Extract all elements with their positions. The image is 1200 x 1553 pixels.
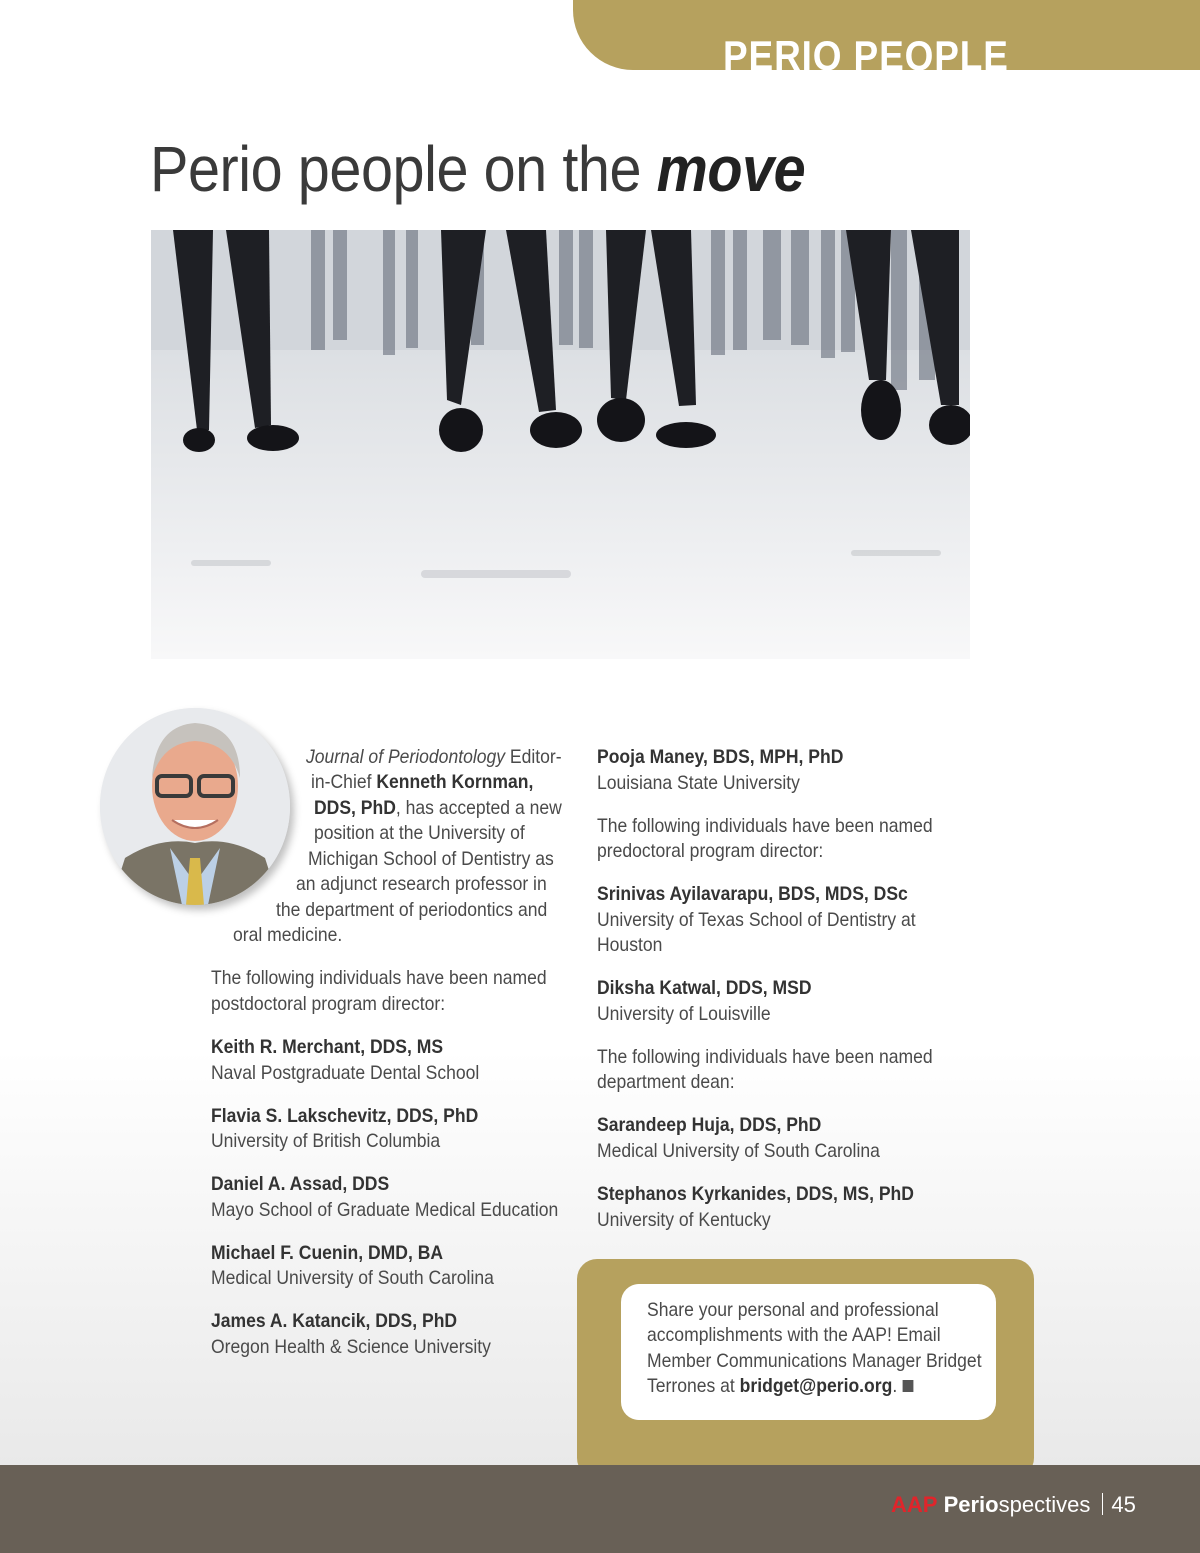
end-mark-icon — [903, 1380, 914, 1392]
person-affiliation: University of British Columbia — [211, 1130, 441, 1152]
intro-line-6: an adjunct research professor in — [296, 873, 547, 895]
person-name: Pooja Maney, BDS, MPH, PhD — [597, 746, 844, 768]
man-portrait-illustration — [100, 708, 290, 905]
person-affiliation: University of Kentucky — [597, 1209, 771, 1231]
intro-line-3: DDS, PhD, has accepted a new — [314, 797, 562, 819]
footer-divider — [1102, 1493, 1103, 1515]
person-affiliation: University of Texas School of Dentistry at — [597, 909, 916, 931]
person-name: Michael F. Cuenin, DMD, BA — [211, 1242, 444, 1264]
page-title — [150, 132, 805, 206]
person-name: James A. Katancik, DDS, PhD — [211, 1310, 458, 1332]
postdoc-intro-line-1: The following individuals have been named — [211, 967, 547, 989]
person-name: Keith R. Merchant, DDS, MS — [211, 1036, 444, 1058]
intro-line-8: oral medicine. — [233, 924, 343, 946]
intro-line-2: in-Chief Kenneth Kornman, — [311, 771, 534, 793]
page-number: 45 — [1111, 1492, 1136, 1517]
hero-photo — [151, 230, 970, 659]
person-affiliation: Medical University of South Carolina — [211, 1267, 494, 1289]
callout-line-3: Member Communications Manager Bridget — [647, 1350, 982, 1372]
intro-line-7: the department of periodontics and — [276, 899, 548, 921]
person-name: Sarandeep Huja, DDS, PhD — [597, 1114, 822, 1136]
postdoc-intro-line-2: postdoctoral program director: — [211, 993, 446, 1015]
section-tab — [573, 0, 1200, 70]
footer-spectives: spectives — [998, 1492, 1091, 1517]
dean-intro-line-2: department dean: — [597, 1071, 735, 1093]
email-link[interactable]: bridget@perio.org — [739, 1375, 893, 1397]
intro-line-1: Journal of Periodontology Editor- — [306, 746, 562, 768]
predoc-intro-line-1: The following individuals have been named — [597, 815, 933, 837]
predoc-intro-line-2: predoctoral program director: — [597, 840, 824, 862]
intro-line-5: Michigan School of Dentistry as — [308, 848, 554, 870]
person-affiliation: Oregon Health & Science University — [211, 1336, 491, 1358]
person-name: Srinivas Ayilavarapu, BDS, MDS, DSc — [597, 883, 908, 905]
kornman-portrait — [100, 708, 290, 905]
section-tab-label: PERIO PEOPLE — [723, 32, 1009, 70]
person-affiliation: Medical University of South Carolina — [597, 1140, 880, 1162]
person-name: Diksha Katwal, DDS, MSD — [597, 977, 812, 999]
footer-aap: AAP — [891, 1492, 938, 1517]
callout-line-2: accomplishments with the AAP! Email — [647, 1324, 941, 1346]
dean-intro-line-1: The following individuals have been named — [597, 1046, 933, 1068]
callout-line-1: Share your personal and professional — [647, 1299, 939, 1321]
person-name: Daniel A. Assad, DDS — [211, 1173, 390, 1195]
person-affiliation: Naval Postgraduate Dental School — [211, 1062, 480, 1084]
callout-line-4: Terrones at bridget@perio.org. — [647, 1374, 913, 1400]
page-title-text: Perio people on the — [150, 133, 657, 205]
footer-publication — [891, 1492, 1136, 1518]
person-affiliation-cont: Houston — [597, 934, 663, 956]
page-title-emphasis: move — [656, 133, 806, 205]
person-name: Stephanos Kyrkanides, DDS, MS, PhD — [597, 1183, 914, 1205]
person-affiliation: Louisiana State University — [597, 772, 800, 794]
person-name: Flavia S. Lakschevitz, DDS, PhD — [211, 1105, 479, 1127]
person-affiliation: University of Louisville — [597, 1003, 771, 1025]
walking-people-illustration — [151, 230, 970, 659]
footer-perio: Perio — [943, 1492, 999, 1517]
intro-line-4: position at the University of — [314, 822, 525, 844]
person-affiliation: Mayo School of Graduate Medical Education — [211, 1199, 559, 1221]
